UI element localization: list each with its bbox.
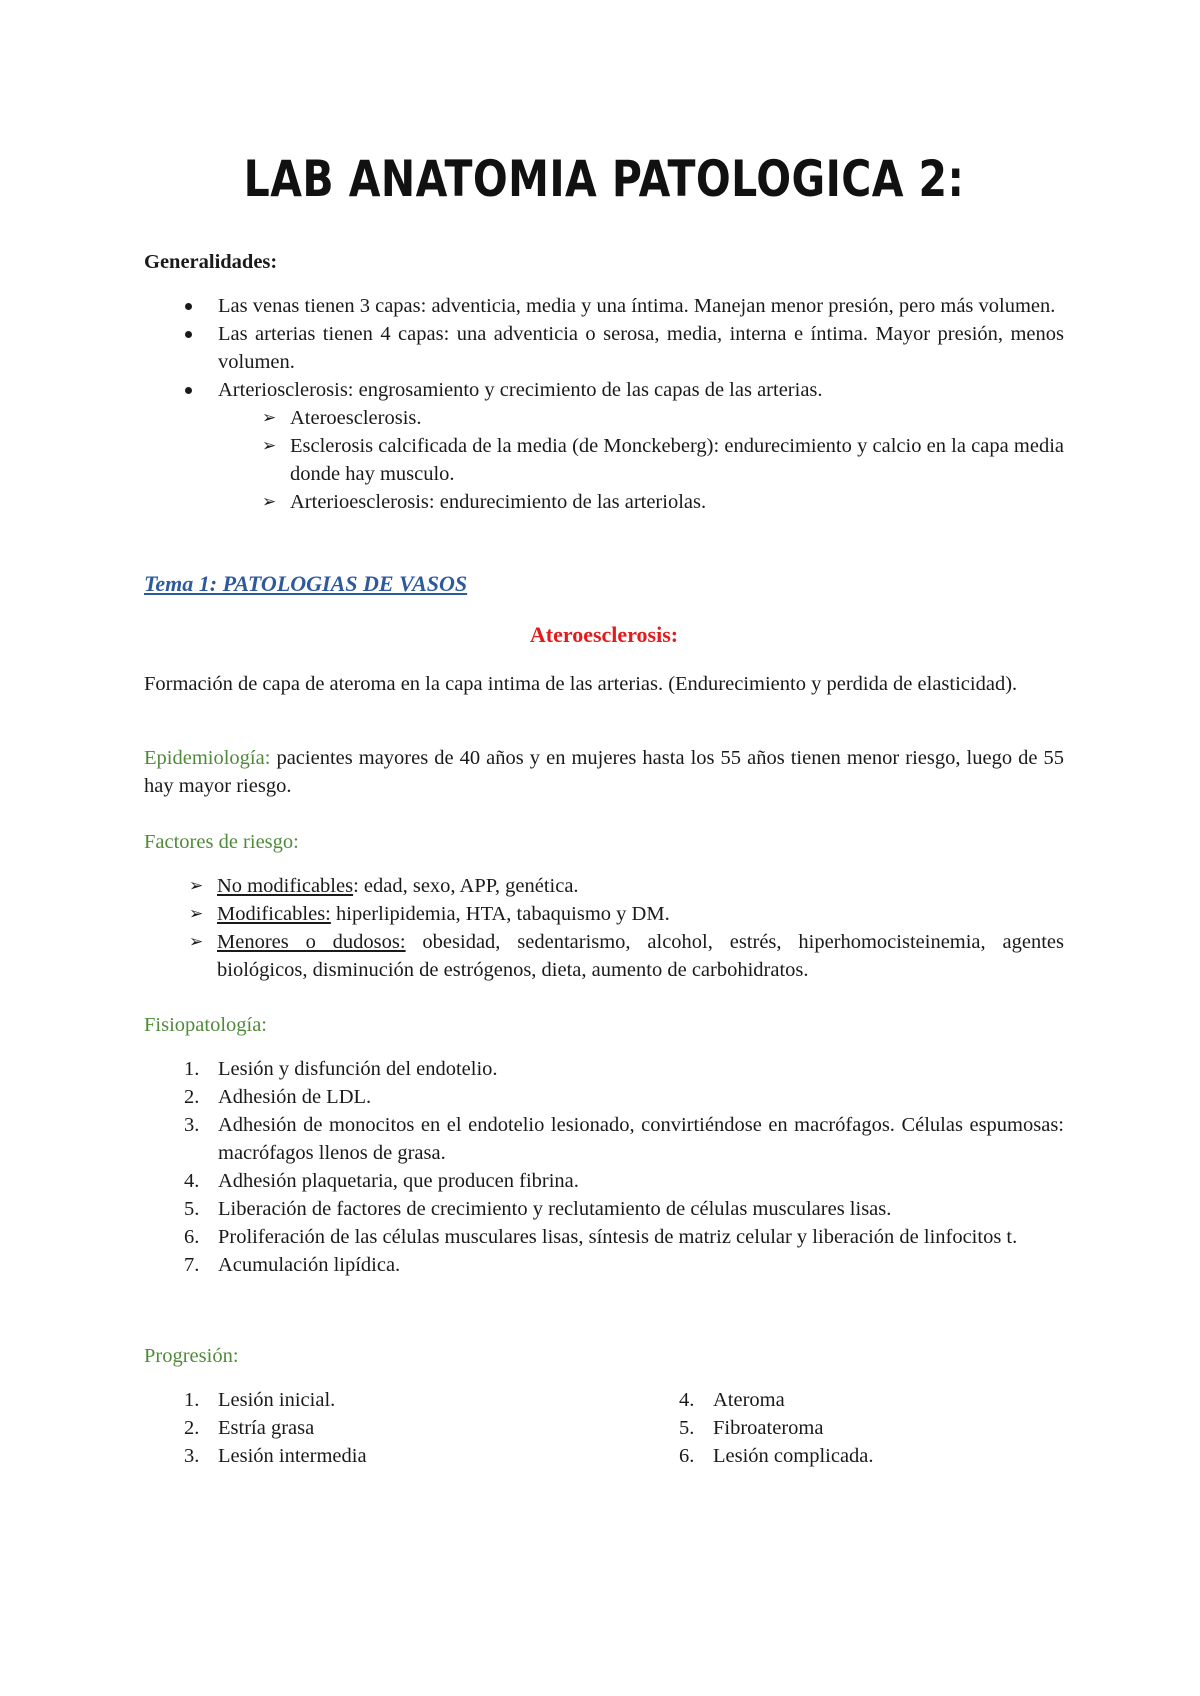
list-item: 1. Lesión inicial. <box>184 1389 336 1411</box>
epidemiology-label: Epidemiología: <box>144 747 271 769</box>
pathophysiology-label: Fisiopatología: <box>144 1014 267 1036</box>
arrow-bullet-icon: ➢ <box>189 876 204 896</box>
pathophysiology-list <box>144 1055 1064 1279</box>
list-item: 1. Lesión y disfunción del endotelio. <box>184 1058 498 1080</box>
bullet-icon <box>185 387 192 394</box>
list-item: 3. Lesión intermedia <box>184 1445 367 1467</box>
list-item: ➢ Ateroesclerosis. <box>144 404 1064 432</box>
list-item: 3. Adhesión de monocitos en el endotelio lesionado, convirtiéndose en macrófagos. Células espumosas: macrófagos llenos de grasa. <box>184 1114 1064 1164</box>
list-item: Arteriosclerosis: engrosamiento y crecimiento de las capas de las arterias. <box>144 376 1064 404</box>
list-item: ➢ No modificables: edad, sexo, APP, genética. <box>144 872 1064 900</box>
progression-list-right <box>639 1386 1059 1470</box>
epidemiology-paragraph <box>144 744 1064 800</box>
bullet-icon <box>185 331 192 338</box>
list-item: ➢ Arterioesclerosis: endurecimiento de las arteriolas. <box>144 488 1064 516</box>
list-item: 2. Estría grasa <box>184 1417 315 1439</box>
epidemiology-text: pacientes mayores de 40 años y en mujeres hasta los 55 años tienen menor riesgo, luego de 55 hay mayor riesgo. <box>144 747 1064 797</box>
arrow-bullet-icon: ➢ <box>262 492 277 512</box>
list-item: 4. Ateroma <box>679 1389 785 1411</box>
list-item: 6. Proliferación de las células musculares lisas, síntesis de matriz celular y liberación de linfocitos t. <box>184 1226 1018 1248</box>
arteriosclerosis-sublist <box>144 404 1064 516</box>
list-item: Las venas tienen 3 capas: adventicia, media y una íntima. Manejan menor presión, pero más volumen. <box>144 292 1064 320</box>
arrow-bullet-icon: ➢ <box>262 436 277 456</box>
list-item: 4. Adhesión plaquetaria, que producen fibrina. <box>184 1170 579 1192</box>
risk-factors-list <box>144 872 1064 984</box>
topic-heading: Tema 1: PATOLOGIAS DE VASOS <box>144 571 468 596</box>
progression-list-left <box>144 1386 624 1470</box>
list-item: 6. Lesión complicada. <box>679 1445 874 1467</box>
arrow-bullet-icon: ➢ <box>262 408 277 428</box>
document-title: LAB ANATOMIA PATOLOGICA 2: <box>243 150 965 208</box>
generalidades-heading: Generalidades: <box>144 251 278 273</box>
list-item: 5. Fibroateroma <box>679 1417 824 1439</box>
list-item: ➢ Esclerosis calcificada de la media (de Monckeberg): endurecimiento y calcio en la capa media donde hay musculo. <box>144 432 1064 488</box>
section-title: Ateroesclerosis: <box>529 622 679 647</box>
definition-paragraph: Formación de capa de ateroma en la capa intima de las arterias. (Endurecimiento y perdida de elasticidad). <box>144 673 1018 695</box>
list-item: 5. Liberación de factores de crecimiento y reclutamiento de células musculares lisas. <box>184 1198 892 1220</box>
list-item: ➢ Modificables: hiperlipidemia, HTA, tabaquismo y DM. <box>144 900 1064 928</box>
bullet-icon <box>185 303 192 310</box>
arrow-bullet-icon: ➢ <box>189 904 204 924</box>
risk-factors-label: Factores de riesgo: <box>144 831 299 853</box>
generalidades-list <box>144 292 1064 516</box>
list-item: 7. Acumulación lipídica. <box>184 1254 401 1276</box>
arrow-bullet-icon: ➢ <box>189 932 204 952</box>
list-item: Las arterias tienen 4 capas: una adventicia o serosa, media, interna e íntima. Mayor presión, menos volumen. <box>144 320 1064 376</box>
progression-label: Progresión: <box>144 1345 239 1367</box>
sublist-container <box>144 404 1064 516</box>
list-item: ➢ Menores o dudosos: obesidad, sedentarismo, alcohol, estrés, hiperhomocisteinemia, agentes biológicos, disminución de estrógenos, dieta, aumento de carbohidratos. <box>144 928 1064 984</box>
list-item: 2. Adhesión de LDL. <box>184 1086 372 1108</box>
